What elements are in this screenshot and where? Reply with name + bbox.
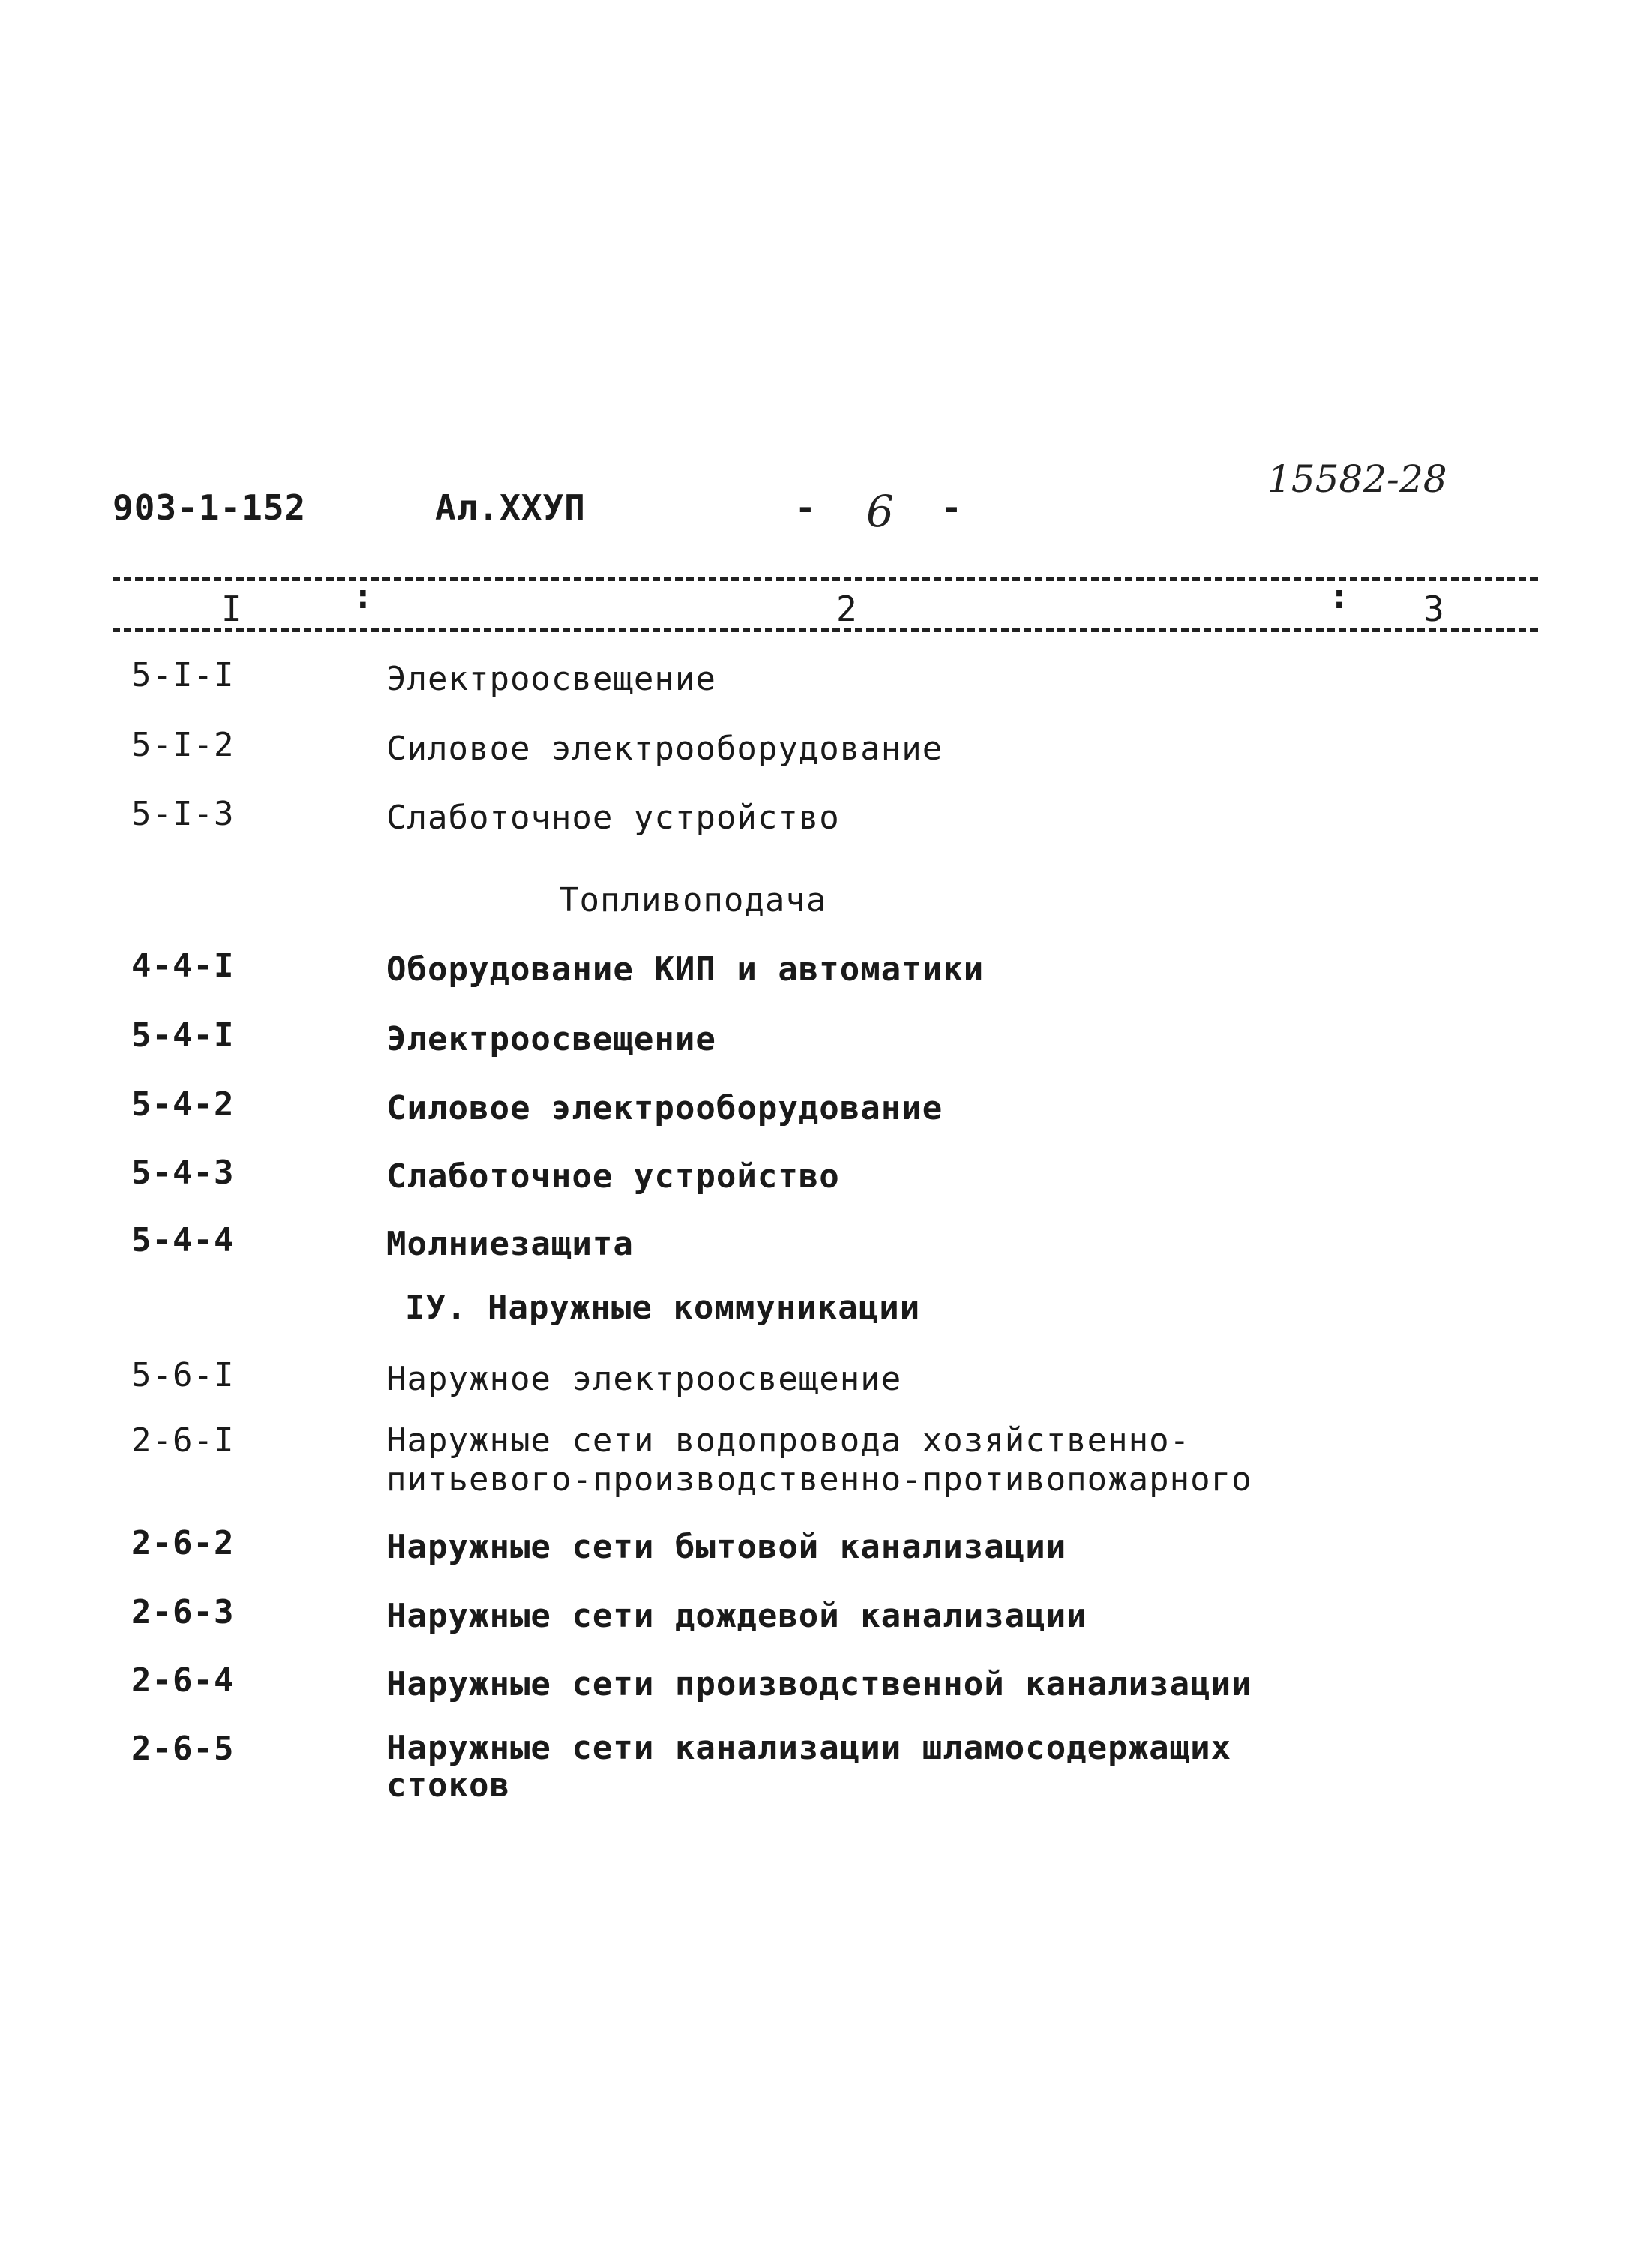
entry-title: Наружные сети дождевой канализации — [386, 1597, 1088, 1635]
entry-code: 2-6-3 — [131, 1593, 235, 1631]
entry-code: 5-4-4 — [131, 1221, 235, 1259]
entry-code: 5-4-I — [131, 1016, 235, 1054]
entry-code: 2-6-4 — [131, 1661, 235, 1700]
entry-title: Оборудование КИП и автоматики — [386, 950, 985, 988]
entry-code: 5-4-2 — [131, 1085, 235, 1124]
column-divider-1: : — [352, 576, 374, 616]
stamp-number: 15582-28 — [1268, 458, 1448, 501]
entry-code: 2-6-I — [131, 1421, 235, 1460]
entry-title: Электроосвещение — [386, 1020, 716, 1058]
column-number-2: 2 — [836, 589, 857, 629]
entry-code: 2-6-2 — [131, 1524, 235, 1562]
dashed-rule-bottom — [112, 628, 1538, 632]
entry-title: Слаботочное устройство — [386, 799, 840, 837]
entry-title: Молниезащита — [386, 1225, 634, 1263]
entry-title: Силовое электрооборудование — [386, 1089, 944, 1127]
dashed-rule-top — [112, 578, 1538, 581]
column-divider-2: : — [1329, 576, 1350, 616]
entry-title: Слаботочное устройство — [386, 1157, 840, 1196]
entry-code: 2-6-5 — [131, 1730, 235, 1768]
page-dash-right: - — [941, 488, 963, 528]
entry-code: 5-I-3 — [131, 795, 235, 833]
entry-title: Наружное электроосвещение — [386, 1360, 902, 1398]
entry-code: 5-4-3 — [131, 1154, 235, 1192]
entry-title: Наружные сети водопровода хозяйственно- питьевого-производственно-противопожарного — [386, 1421, 1252, 1498]
page-number: 6 — [866, 486, 894, 537]
entry-title: Электроосвещение — [386, 660, 716, 698]
entry-code: 5-I-I — [131, 656, 235, 694]
album-label: Ал.XXУП — [435, 488, 586, 528]
column-number-3: 3 — [1424, 589, 1444, 629]
doc-code: 903-1-152 — [112, 488, 307, 528]
page-dash-left: - — [795, 488, 817, 528]
entry-code: 5-6-I — [131, 1356, 235, 1394]
section-heading-fuel: Топливоподача — [559, 881, 827, 920]
entry-title: Наружные сети производственной канализации — [386, 1665, 1252, 1703]
column-number-1: I — [221, 589, 242, 629]
entry-title: Наружные сети канализации шламосодержащих стоков — [386, 1729, 1232, 1804]
entry-code: 4-4-I — [131, 946, 235, 985]
entry-title: Силовое электрооборудование — [386, 730, 944, 768]
entry-code: 5-I-2 — [131, 726, 235, 764]
entry-title: Наружные сети бытовой канализации — [386, 1528, 1067, 1566]
section-heading-external: IУ. Наружные коммуникации — [405, 1288, 921, 1327]
